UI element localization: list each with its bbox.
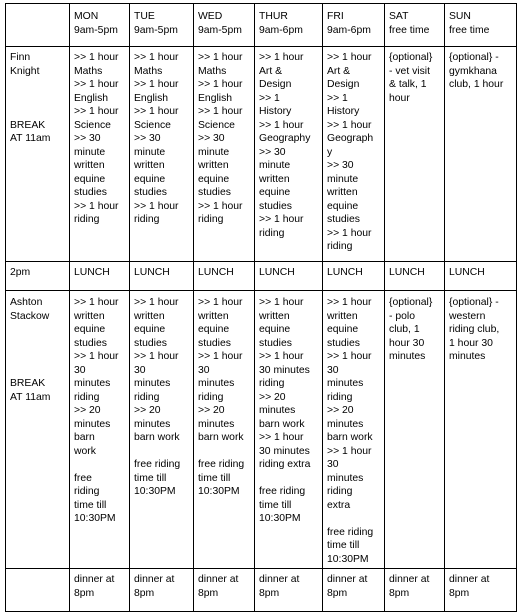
dinner-cell: dinner at 8pm: [323, 569, 385, 612]
dinner-cell: dinner at 8pm: [255, 569, 323, 612]
lunch-cell: LUNCH: [445, 262, 517, 291]
schedule-cell: {optional} - western riding club, 1 hour 30 minutes: [445, 291, 517, 569]
break-note: BREAK AT 11am: [10, 119, 51, 144]
row-label: Ashton Stackow: [10, 297, 50, 322]
day-name: SAT: [389, 11, 409, 22]
lunch-cell: LUNCH: [70, 262, 130, 291]
day-hours: 9am-5pm: [134, 24, 178, 36]
day-header-thur: [255, 4, 323, 47]
day-header-wed: [194, 4, 255, 47]
day-header-tue: [130, 4, 194, 47]
schedule-row-ashton: [6, 291, 517, 569]
day-name: WED: [198, 11, 223, 22]
day-hours: free time: [389, 24, 430, 36]
schedule-cell: >> 1 hour Maths >> 1 hour English >> 1 hour Science >> 30 minute written equine studies >> 1 hour riding: [130, 47, 194, 262]
schedule-row-finn: [6, 47, 517, 262]
dinner-cell: dinner at 8pm: [70, 569, 130, 612]
dinner-cell: dinner at 8pm: [194, 569, 255, 612]
day-hours: 9am-5pm: [74, 24, 118, 36]
timetable: [5, 3, 517, 612]
schedule-cell: >> 1 hour written equine studies >> 1 hour 30 minutes riding >> 20 minutes barn work free riding time till 10:30PM: [194, 291, 255, 569]
day-name: THUR: [259, 11, 288, 22]
row-label: [6, 569, 70, 612]
corner-cell: [6, 4, 70, 47]
lunch-cell: LUNCH: [194, 262, 255, 291]
day-hours: 9am-6pm: [327, 24, 371, 36]
row-label: 2pm: [6, 262, 70, 291]
dinner-cell: dinner at 8pm: [445, 569, 517, 612]
lunch-cell: LUNCH: [385, 262, 445, 291]
lunch-cell: LUNCH: [255, 262, 323, 291]
dinner-cell: dinner at 8pm: [130, 569, 194, 612]
day-hours: 9am-6pm: [259, 24, 303, 36]
day-name: MON: [74, 11, 99, 22]
row-label-cell: [6, 291, 70, 569]
row-label: Finn Knight: [10, 52, 40, 77]
dinner-row: [6, 569, 517, 612]
dinner-cell: dinner at 8pm: [385, 569, 445, 612]
schedule-cell: >> 1 hour Art & Design >> 1 History >> 1 hour Geography >> 30 minute written equine studies >> 1 hour riding: [255, 47, 323, 262]
day-name: SUN: [449, 11, 471, 22]
day-name: FRI: [327, 11, 344, 22]
day-header-sun: [445, 4, 517, 47]
day-name: TUE: [134, 11, 155, 22]
schedule-cell: >> 1 hour Art & Design >> 1 History >> 1 hour Geograph y >> 30 minute written equine studies >> 1 hour riding: [323, 47, 385, 262]
schedule-cell: >> 1 hour written equine studies >> 1 hour 30 minutes riding >> 20 minutes barn work free riding time till 10:30PM: [130, 291, 194, 569]
lunch-cell: LUNCH: [130, 262, 194, 291]
day-header-mon: [70, 4, 130, 47]
lunch-row: [6, 262, 517, 291]
day-header-fri: [323, 4, 385, 47]
schedule-cell: >> 1 hour Maths >> 1 hour English >> 1 hour Science >> 30 minute written equine studies >> 1 hour riding: [70, 47, 130, 262]
schedule-cell: >> 1 hour Maths >> 1 hour English >> 1 hour Science >> 30 minute written equine studies >> 1 hour riding: [194, 47, 255, 262]
lunch-cell: LUNCH: [323, 262, 385, 291]
schedule-cell: >> 1 hour written equine studies >> 1 hour 30 minutes riding >> 20 minutes barn work >> 1 hour 30 minutes riding extra free riding time till 10:30PM: [323, 291, 385, 569]
schedule-cell: {optional} - polo club, 1 hour 30 minutes: [385, 291, 445, 569]
schedule-cell: >> 1 hour written equine studies >> 1 hour 30 minutes riding >> 20 minutes barn work >> 1 hour 30 minutes riding extra free riding time till 10:30PM: [255, 291, 323, 569]
schedule-cell: {optional} - gymkhana club, 1 hour: [445, 47, 517, 262]
day-hours: free time: [449, 24, 490, 36]
break-note: BREAK AT 11am: [10, 378, 51, 403]
day-header-sat: [385, 4, 445, 47]
schedule-cell: {optional} - vet visit & talk, 1 hour: [385, 47, 445, 262]
schedule-cell: >> 1 hour written equine studies >> 1 hour 30 minutes riding >> 20 minutes barn work free riding time till 10:30PM: [70, 291, 130, 569]
header-row: [6, 4, 517, 47]
row-label-cell: [6, 47, 70, 262]
day-hours: 9am-5pm: [198, 24, 242, 36]
